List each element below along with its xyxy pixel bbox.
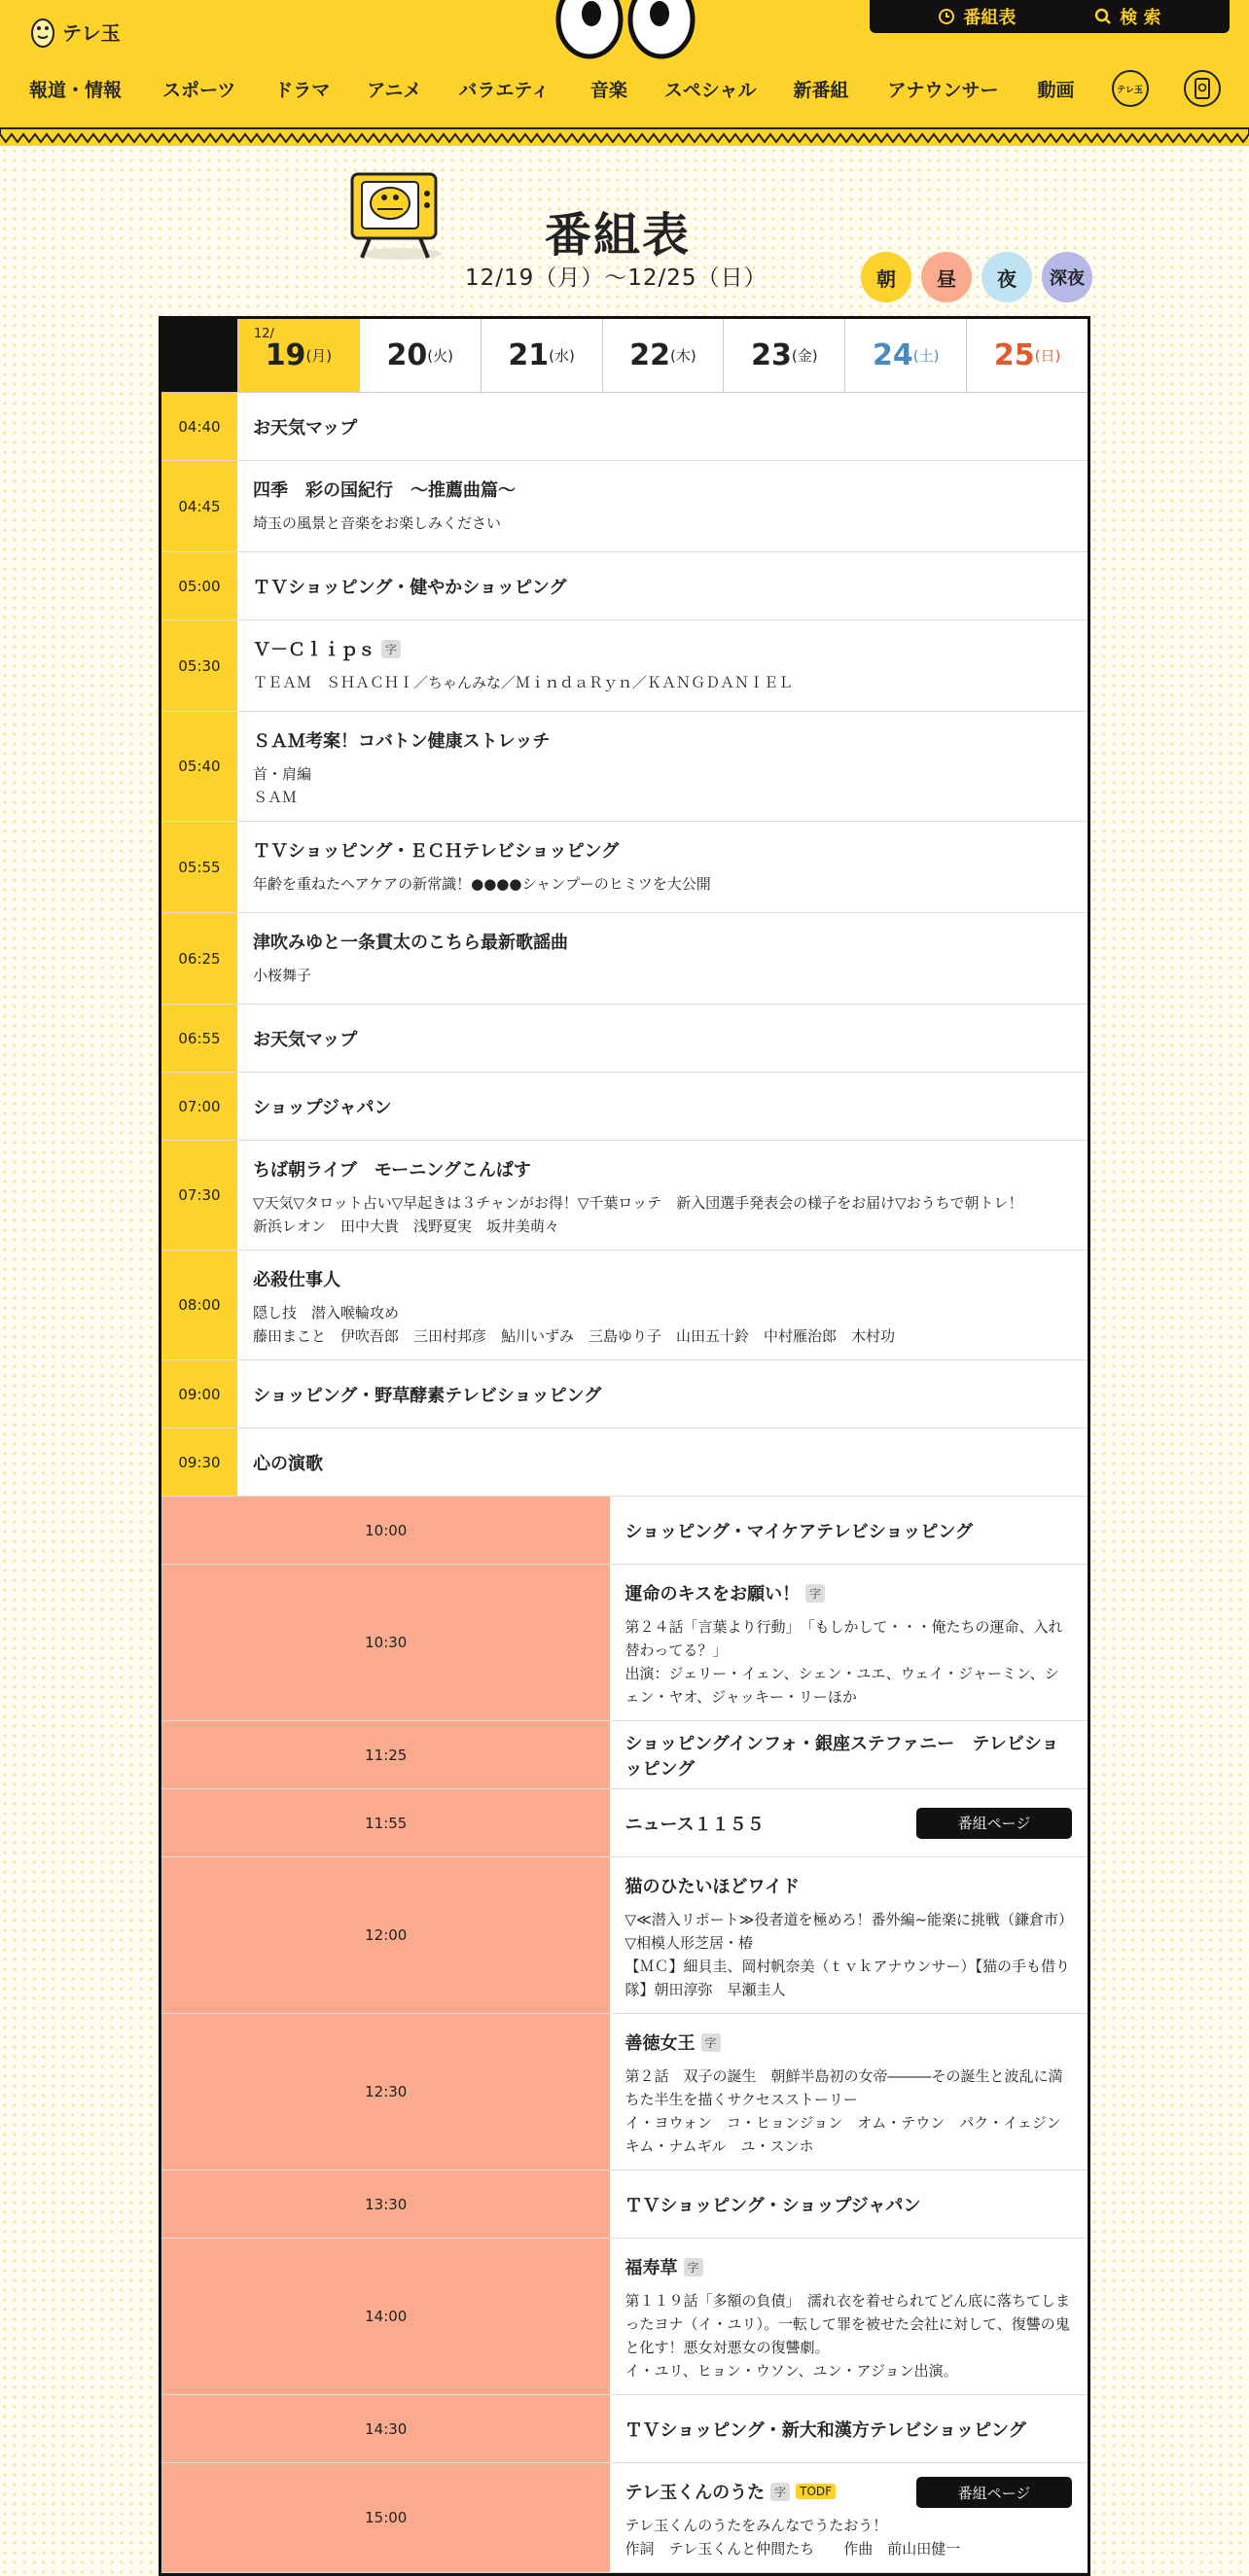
program-title[interactable]: 心の演歌 xyxy=(253,1453,323,1474)
program-row xyxy=(161,2239,1088,2395)
time-of-day-buttons xyxy=(861,252,1092,302)
program-cell xyxy=(237,461,1088,551)
subtitle-badge: 字 xyxy=(805,1584,825,1603)
program-title[interactable]: お天気マップ xyxy=(253,417,358,439)
nav-sports[interactable]: スポーツ xyxy=(162,79,236,101)
program-row xyxy=(161,1721,1088,1789)
day-tab[interactable] xyxy=(966,319,1088,392)
site-logo[interactable] xyxy=(29,14,121,49)
program-time: 10:30 xyxy=(161,1565,610,1720)
program-row xyxy=(161,712,1088,822)
main-nav xyxy=(29,70,1221,107)
program-cell xyxy=(610,2463,1088,2572)
day-tab[interactable] xyxy=(844,319,966,392)
schedule-table xyxy=(159,316,1090,2576)
program-title-line xyxy=(625,1580,1073,1606)
day-tab[interactable] xyxy=(237,319,359,392)
search-link[interactable] xyxy=(1094,4,1160,29)
day-weekday: (金) xyxy=(791,347,818,365)
program-title[interactable]: ＳＡＭ考案！コバトン健康ストレッチ xyxy=(253,731,551,752)
program-row xyxy=(161,1497,1088,1565)
subtitle-badge: 字 xyxy=(381,640,401,658)
day-tab[interactable] xyxy=(359,319,481,392)
program-time: 05:40 xyxy=(161,712,237,821)
program-time: 06:55 xyxy=(161,1005,237,1072)
schedule-link[interactable] xyxy=(938,4,1016,29)
program-cell xyxy=(237,1429,1088,1496)
program-cell xyxy=(610,1857,1088,2013)
program-title-line xyxy=(625,2029,1073,2055)
program-time: 05:55 xyxy=(161,822,237,912)
program-description: 年齢を重ねたヘアケアの新常識！●●●●シャンプーのヒミツを大公開 xyxy=(253,875,711,893)
program-row xyxy=(161,822,1088,913)
program-cell xyxy=(610,1789,1088,1856)
program-title[interactable]: 必殺仕事人 xyxy=(253,1270,340,1290)
program-title[interactable]: ショッピング・野草酵素テレビショッピング xyxy=(253,1385,602,1406)
program-time: 11:25 xyxy=(161,1721,610,1788)
program-description: 第１１９話「多額の負債」 濡れ衣を着せられてどん底に落ちてしまったヨナ（イ・ユリ）。一転して罪を被せた会社に対して、復讐の鬼と化す！悪女対悪女の復讐劇。 イ・ユリ、ヒョン・ウソン、ユン・アジョン出演。 xyxy=(624,2292,1070,2380)
day-weekday: (月) xyxy=(305,347,333,365)
program-description: テレ玉くんのうたをみんなでうたおう！ 作詞 テレ玉くんと仲間たち 作曲 前山田健一 xyxy=(624,2517,961,2558)
passport-icon xyxy=(1193,77,1212,100)
program-cell xyxy=(237,822,1088,912)
program-description: ▽天気▽タロット占い▽早起きは３チャンがお得！▽千葉ロッテ 新入団選手発表会の様子をお届け▽おうちで朝トレ！ 新浜レオン 田中大貴 浅野夏実 坂井美萌々 xyxy=(253,1194,1023,1235)
program-title[interactable]: ショッピングインフォ・銀座ステファニー テレビショッピング xyxy=(624,1733,1059,1780)
subtitle-badge: 字 xyxy=(701,2033,721,2052)
subtitle-badge: 字 xyxy=(684,2258,703,2276)
teletama-badge[interactable] xyxy=(1112,70,1149,107)
program-time: 07:30 xyxy=(161,1141,237,1250)
program-cell xyxy=(237,620,1088,711)
program-time: 12:00 xyxy=(161,1857,610,2013)
program-description: 小桜舞子 xyxy=(253,967,312,984)
program-time: 12:30 xyxy=(161,2014,610,2170)
program-title[interactable]: ちば朝ライブ モーニングこんぱす xyxy=(253,1160,531,1181)
program-title[interactable]: 津吹みゆと一条貫太のこちら最新歌謡曲 xyxy=(253,933,568,953)
day-tabs xyxy=(161,319,1088,393)
program-title-line xyxy=(253,1382,601,1407)
nav-news[interactable]: 報道・情報 xyxy=(29,79,123,101)
morning-button[interactable]: 朝 xyxy=(861,252,911,302)
program-row xyxy=(161,1141,1088,1251)
program-description: 埼玉の風景と音楽をお楽しみください xyxy=(253,514,502,532)
program-row xyxy=(161,2170,1088,2239)
program-time: 10:00 xyxy=(161,1497,610,1564)
page-title: 番組表 xyxy=(545,208,692,263)
program-page-button[interactable]: 番組ページ xyxy=(916,2477,1072,2508)
program-title[interactable]: テレ玉くんのうた xyxy=(624,2483,766,2503)
logo-text: テレ玉 xyxy=(62,20,121,45)
top-links xyxy=(870,0,1230,33)
program-title[interactable]: 福寿草 xyxy=(624,2258,678,2278)
program-description: ▽≪潜入リポート≫役者道を極めろ！番外編~能楽に挑戦（鎌倉市）▽相模人形芝居・椿 【ＭＣ】細貝圭、岡村帆奈美（ｔｖｋアナウンサー）【猫の手も借り隊】朝田淳弥 早瀬圭人 xyxy=(624,1911,1071,1998)
program-description: 首・肩編 ＳＡＭ xyxy=(253,765,312,806)
program-cell xyxy=(237,1005,1088,1072)
program-row xyxy=(161,1789,1088,1857)
program-row xyxy=(161,461,1088,552)
program-cell xyxy=(610,2170,1088,2238)
day-number: 23 xyxy=(751,338,792,372)
date-range: 12/19（月）〜12/25（日） xyxy=(465,265,767,291)
program-time: 14:30 xyxy=(161,2395,610,2462)
day-weekday: (火) xyxy=(427,347,454,365)
program-title-line xyxy=(625,2192,921,2217)
program-time: 04:45 xyxy=(161,461,237,551)
program-cell xyxy=(237,1073,1088,1140)
program-title[interactable]: ショップジャパン xyxy=(253,1097,392,1118)
day-weekday: (水) xyxy=(549,347,575,365)
day-tab[interactable] xyxy=(481,319,602,392)
nav-new-programs[interactable]: 新番組 xyxy=(793,79,849,101)
program-cell xyxy=(237,393,1088,460)
program-cell xyxy=(237,1251,1088,1359)
program-title-line xyxy=(253,1450,323,1475)
program-list xyxy=(161,393,1088,2573)
program-title-line xyxy=(253,837,1072,863)
program-title-line xyxy=(253,1094,392,1119)
program-title-line xyxy=(253,636,1072,661)
program-cell xyxy=(237,1360,1088,1428)
search-icon xyxy=(1094,8,1112,25)
program-time: 07:00 xyxy=(161,1073,237,1140)
schedule-link-label: 番組表 xyxy=(963,8,1017,28)
nav-special[interactable]: スペシャル xyxy=(663,79,757,101)
program-time: 14:00 xyxy=(161,2239,610,2394)
program-time: 04:40 xyxy=(161,393,237,460)
mascot-eyes-icon xyxy=(553,0,698,62)
program-row xyxy=(161,1005,1088,1073)
program-title[interactable]: ＴＶショッピング・新大和漢方テレビショッピング xyxy=(624,2419,1026,2441)
day-tab[interactable] xyxy=(602,319,724,392)
program-title-line xyxy=(253,574,567,599)
program-row xyxy=(161,2014,1088,2170)
program-cell xyxy=(610,2239,1088,2394)
todf-badge: TODF xyxy=(796,2484,836,2499)
program-title-line xyxy=(625,1873,1073,1898)
program-row xyxy=(161,2395,1088,2463)
program-title-line xyxy=(625,1730,1073,1781)
nav-anime[interactable]: アニメ xyxy=(367,79,422,101)
day-month: 12/ xyxy=(254,327,274,341)
program-row xyxy=(161,1073,1088,1141)
program-cell xyxy=(237,1141,1088,1250)
site-header xyxy=(0,0,1249,146)
program-row xyxy=(161,620,1088,712)
program-time: 11:55 xyxy=(161,1789,610,1856)
program-cell xyxy=(610,1565,1088,1720)
tv-mascot-icon xyxy=(342,164,446,262)
program-title[interactable]: 四季 彩の国紀行 ～推薦曲篇～ xyxy=(253,480,516,501)
program-row xyxy=(161,1429,1088,1497)
program-row xyxy=(161,552,1088,620)
program-row xyxy=(161,1251,1088,1360)
day-number: 19 xyxy=(265,338,306,372)
program-row xyxy=(161,1565,1088,1721)
program-time: 09:00 xyxy=(161,1360,237,1428)
day-weekday: (土) xyxy=(912,347,940,365)
program-time: 15:00 xyxy=(161,2463,610,2572)
program-title-line xyxy=(253,1266,1072,1291)
program-time: 08:00 xyxy=(161,1251,237,1359)
program-cell xyxy=(237,913,1088,1004)
program-title-line xyxy=(253,1156,1072,1182)
program-cell xyxy=(610,2395,1088,2462)
program-title[interactable]: ＴＶショッピング・ショップジャパン xyxy=(624,2195,921,2216)
program-title-line xyxy=(253,929,1072,954)
program-row xyxy=(161,2463,1088,2573)
program-title[interactable]: ショッピング・マイケアテレビショッピング xyxy=(624,1521,973,1542)
evening-button[interactable]: 夜 xyxy=(981,252,1032,302)
nav-variety[interactable]: バラエティ xyxy=(458,79,550,101)
day-number: 24 xyxy=(872,338,913,372)
program-time: 13:30 xyxy=(161,2170,610,2238)
program-title[interactable]: 猫のひたいほどワイド xyxy=(624,1877,800,1897)
title-area xyxy=(0,160,1249,306)
day-number: 25 xyxy=(993,338,1035,372)
day-tabs-corner xyxy=(161,319,237,392)
program-title-line xyxy=(253,1026,357,1051)
header-zigzag-edge xyxy=(0,128,1249,148)
subtitle-badge: 字 xyxy=(770,2483,790,2501)
program-cell xyxy=(237,712,1088,821)
program-title-line xyxy=(625,2417,1026,2442)
program-title[interactable]: ＴＶショッピング・健やかショッピング xyxy=(253,577,567,598)
program-page-button[interactable]: 番組ページ xyxy=(916,1808,1072,1839)
program-row xyxy=(161,1857,1088,2014)
program-description: ＴＥＡＭ ＳＨＡＣＨＩ／ちゃんみな／ＭｉｎｄａＲｙｎ／ＫＡＮＧＤＡＮＩＥＬ xyxy=(253,674,794,691)
program-title-line xyxy=(625,1811,765,1836)
nav-announcers[interactable]: アナウンサー xyxy=(887,79,999,101)
teletama-mascot-icon xyxy=(29,14,56,49)
program-title-line xyxy=(625,1518,973,1543)
program-title[interactable]: ＴＶショッピング・ＥＣＨテレビショッピング xyxy=(253,841,620,862)
program-row xyxy=(161,1360,1088,1429)
nav-music[interactable]: 音楽 xyxy=(589,79,627,101)
program-cell xyxy=(237,552,1088,619)
program-time: 09:30 xyxy=(161,1429,237,1496)
program-title-line xyxy=(253,727,1072,753)
program-time: 06:25 xyxy=(161,913,237,1004)
program-description: 第２話 双子の誕生 朝鮮半島初の女帝―――その誕生と波乱に満ちた半生を描くサクセスストーリー イ・ヨウォン コ・ヒョンジョン オム・テウン パク・イェジン キム・ナムギル ユ・スンホ xyxy=(624,2067,1063,2155)
daytime-button[interactable]: 昼 xyxy=(921,252,972,302)
nav-drama[interactable]: ドラマ xyxy=(274,79,331,101)
day-number: 22 xyxy=(629,338,671,372)
day-weekday: (木) xyxy=(670,347,696,365)
program-title[interactable]: お天気マップ xyxy=(253,1029,358,1050)
program-cell xyxy=(610,1497,1088,1564)
day-tab[interactable] xyxy=(723,319,844,392)
program-time: 05:30 xyxy=(161,620,237,711)
program-description: 第２４話「言葉より行動」 「もしかして・・・俺たちの運命、入れ替わってる？」 出演：ジェリー・イェン、シェン・ユエ、ウェイ・ジャーミン、シェン・ヤオ、ジャッキー・リーほか xyxy=(624,1618,1063,1706)
program-description: 隠し技 潜入喉輪攻め 藤田まこと 伊吹吾郎 三田村邦彦 鮎川いずみ 三島ゆり子 山田五十鈴 中村雁治郎 木村功 xyxy=(253,1304,896,1345)
program-cell xyxy=(610,1721,1088,1788)
program-cell xyxy=(610,2014,1088,2170)
program-title[interactable]: ニュース１１５５ xyxy=(624,1814,765,1835)
program-title-line xyxy=(625,2254,1073,2279)
day-number: 21 xyxy=(508,338,550,372)
program-time: 05:00 xyxy=(161,552,237,619)
clock-icon xyxy=(938,8,955,25)
program-title[interactable]: Ｖ－Ｃｌｉｐｓ xyxy=(253,640,375,660)
program-title[interactable]: 運命のキスをお願い！ xyxy=(624,1584,801,1605)
program-title-line xyxy=(253,476,1072,502)
teletama-badge-label: テレ玉 xyxy=(1117,85,1143,95)
passport-badge[interactable] xyxy=(1184,70,1221,107)
program-title-line xyxy=(253,414,357,440)
program-row xyxy=(161,393,1088,461)
nav-videos[interactable]: 動画 xyxy=(1037,79,1075,101)
late-night-button[interactable]: 深夜 xyxy=(1042,252,1092,302)
program-row xyxy=(161,913,1088,1005)
day-weekday: (日) xyxy=(1034,347,1061,365)
day-number: 20 xyxy=(386,338,428,372)
program-title[interactable]: 善徳女王 xyxy=(624,2033,696,2054)
search-link-label: 検 索 xyxy=(1120,8,1161,28)
